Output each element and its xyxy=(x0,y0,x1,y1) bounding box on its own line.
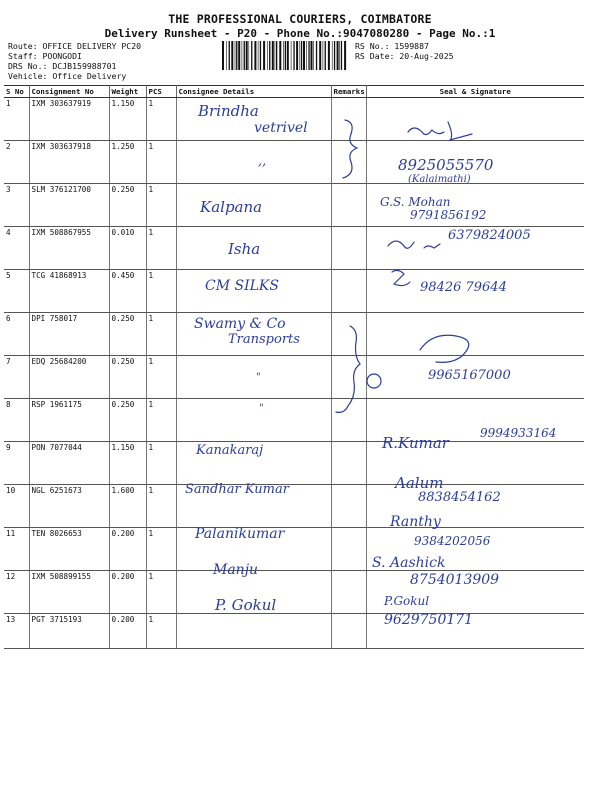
meta-right xyxy=(355,41,454,61)
cell-weight: 1.250 xyxy=(109,141,146,184)
cell-weight: 0.200 xyxy=(109,614,146,649)
hw-phone-5: 98426 79644 xyxy=(420,280,507,295)
barcode-bar xyxy=(251,41,252,70)
cell-pcs: 1 xyxy=(146,270,176,313)
barcode-bar xyxy=(258,41,259,70)
barcode-bar xyxy=(229,41,230,70)
hw-name-transports: Transports xyxy=(228,332,300,347)
hw-name-palanikumar: Palanikumar xyxy=(195,526,285,542)
cell-remarks xyxy=(331,442,366,485)
cell-consignment: RSP 1961175 xyxy=(29,399,109,442)
col-pcs: PCS xyxy=(146,86,176,98)
rs-date: RS Date: 20-Aug-2025 xyxy=(355,51,454,61)
hw-phone-11: 9384202056 xyxy=(414,534,491,548)
cell-sno: 5 xyxy=(4,270,29,313)
cell-sno: 11 xyxy=(4,528,29,571)
barcode-bar xyxy=(236,41,237,70)
table-row xyxy=(4,528,584,571)
barcode-bar xyxy=(242,41,243,70)
hw-sig-aashick: S. Aashick xyxy=(372,555,446,571)
col-seal-signature: Seal & Signature xyxy=(366,86,584,98)
cell-weight: 0.250 xyxy=(109,356,146,399)
col-remarks: Remarks xyxy=(331,86,366,98)
table-header xyxy=(4,86,584,98)
company-title: THE PROFESSIONAL COURIERS, COIMBATORE xyxy=(168,12,432,26)
barcode-bar xyxy=(287,41,289,70)
barcode-bar xyxy=(235,41,236,70)
hw-sig-aalum: Aalum xyxy=(395,474,444,492)
cell-sno: 3 xyxy=(4,184,29,227)
cell-weight: 0.250 xyxy=(109,313,146,356)
cell-consignment: PON 7077044 xyxy=(29,442,109,485)
hw-phone-12: 8754013909 xyxy=(410,572,500,588)
barcode-bar xyxy=(222,41,224,70)
cell-remarks xyxy=(331,141,366,184)
barcode-bar xyxy=(254,41,256,70)
cell-consignment: TEN 8026653 xyxy=(29,528,109,571)
cell-consignment: PGT 3715193 xyxy=(29,614,109,649)
barcode-bar xyxy=(339,41,340,70)
hw-name-ditto-7: " xyxy=(256,372,261,383)
barcode-bar xyxy=(311,41,313,70)
barcode-bar xyxy=(328,41,330,70)
hw-name-kalpana: Kalpana xyxy=(200,198,263,216)
barcode-bar xyxy=(263,41,265,70)
cell-weight: 0.200 xyxy=(109,571,146,614)
barcode-bar xyxy=(226,41,227,70)
barcode-bar xyxy=(276,41,277,70)
cell-signature xyxy=(366,98,584,141)
cell-sno: 9 xyxy=(4,442,29,485)
cell-consignee xyxy=(176,356,331,399)
meta-left xyxy=(8,41,141,81)
col-sno: S No xyxy=(4,86,29,98)
cell-consignment: IXM 508867955 xyxy=(29,227,109,270)
cell-consignee xyxy=(176,141,331,184)
barcode-bar xyxy=(269,41,270,70)
hw-name-p-gokul: P. Gokul xyxy=(215,596,277,614)
hw-phone-7: 9965167000 xyxy=(428,368,511,383)
cell-consignee xyxy=(176,614,331,649)
cell-pcs: 1 xyxy=(146,356,176,399)
cell-consignment: IXM 303637918 xyxy=(29,141,109,184)
cell-remarks xyxy=(331,184,366,227)
barcode-bar xyxy=(313,41,314,70)
barcode xyxy=(222,41,348,70)
cell-sno: 2 xyxy=(4,141,29,184)
cell-pcs: 1 xyxy=(146,614,176,649)
hw-sig-kalaimathi: (Kalaimathi) xyxy=(408,174,471,185)
cell-consignment: TCG 41868913 xyxy=(29,270,109,313)
table-row xyxy=(4,442,584,485)
hw-name-vetrivel: vetrivel xyxy=(254,120,308,136)
cell-consignment: IXM 508899155 xyxy=(29,571,109,614)
barcode-bar xyxy=(325,41,326,70)
cell-sno: 10 xyxy=(4,485,29,528)
cell-pcs: 1 xyxy=(146,184,176,227)
hw-sig-ranthy: Ranthy xyxy=(390,514,441,530)
cell-consignment: NGL 6251673 xyxy=(29,485,109,528)
cell-consignment: DPI 758017 xyxy=(29,313,109,356)
hw-sig-pgokul: P.Gokul xyxy=(384,594,430,608)
hw-name-brindha: Brindha xyxy=(198,102,259,120)
barcode-bar xyxy=(285,41,286,70)
cell-sno: 4 xyxy=(4,227,29,270)
cell-consignment: EDQ 25684200 xyxy=(29,356,109,399)
barcode-bar xyxy=(279,41,281,70)
col-consignment: Consignment No xyxy=(29,86,109,98)
route-label: Route: OFFICE DELIVERY PC20 xyxy=(8,41,142,51)
cell-weight: 0.250 xyxy=(109,399,146,442)
hw-name-isha: Isha xyxy=(228,240,261,258)
hw-phone-1: 8925055570 xyxy=(398,156,494,174)
barcode-bar xyxy=(308,41,309,70)
cell-sno: 1 xyxy=(4,98,29,141)
barcode-bar xyxy=(246,41,248,70)
barcode-bar xyxy=(316,41,317,70)
barcode-bar xyxy=(293,41,294,70)
barcode-bar xyxy=(275,41,276,70)
hw-phone-9: 9994933164 xyxy=(480,426,557,440)
cell-pcs: 1 xyxy=(146,485,176,528)
hw-name-swamy: Swamy & Co xyxy=(194,316,286,332)
cell-pcs: 1 xyxy=(146,528,176,571)
cell-remarks xyxy=(331,614,366,649)
cell-weight: 0.450 xyxy=(109,270,146,313)
cell-consignee xyxy=(176,399,331,442)
cell-weight: 0.200 xyxy=(109,528,146,571)
hw-name-manju: Manju xyxy=(213,562,259,578)
table-row xyxy=(4,614,584,649)
cell-remarks xyxy=(331,313,366,356)
barcode-bar xyxy=(267,41,268,70)
barcode-bar xyxy=(272,41,274,70)
cell-remarks xyxy=(331,399,366,442)
barcode-bar xyxy=(306,41,307,70)
hw-phone-3: 9791856192 xyxy=(410,208,487,222)
drs-label: DRS No.: DCJB159988701 xyxy=(8,61,117,71)
vehicle-label: Vehicle: Office Delivery xyxy=(8,71,127,81)
cell-pcs: 1 xyxy=(146,571,176,614)
staff-label: Staff: POONGODI xyxy=(8,51,82,61)
barcode-bar xyxy=(341,41,342,70)
cell-remarks xyxy=(331,98,366,141)
col-consignee: Consignee Details xyxy=(176,86,331,98)
cell-remarks xyxy=(331,485,366,528)
cell-remarks xyxy=(331,571,366,614)
cell-consignment: SLM 376121700 xyxy=(29,184,109,227)
barcode-bar xyxy=(231,41,233,70)
cell-pcs: 1 xyxy=(146,141,176,184)
col-weight: Weight xyxy=(109,86,146,98)
cell-remarks xyxy=(331,356,366,399)
barcode-bar xyxy=(296,41,298,70)
cell-sno: 12 xyxy=(4,571,29,614)
barcode-bar xyxy=(337,41,339,70)
cell-weight: 1.150 xyxy=(109,98,146,141)
barcode-bar xyxy=(283,41,284,70)
hw-phone-13: 9629750171 xyxy=(384,612,474,628)
barcode-bar xyxy=(319,41,321,70)
cell-pcs: 1 xyxy=(146,227,176,270)
barcode-bar xyxy=(323,41,324,70)
barcode-bar xyxy=(291,41,292,70)
cell-sno: 6 xyxy=(4,313,29,356)
hw-name-ditto-2: ,, xyxy=(258,154,267,169)
barcode-bar xyxy=(300,41,301,70)
barcode-bar xyxy=(301,41,302,70)
hw-name-kanakaraj: Kanakaraj xyxy=(196,443,264,458)
table-row xyxy=(4,141,584,184)
hw-name-sandhar-kumar: Sandhar Kumar xyxy=(185,482,289,497)
cell-sno: 13 xyxy=(4,614,29,649)
barcode-bar xyxy=(344,41,346,70)
cell-pcs: 1 xyxy=(146,442,176,485)
cell-pcs: 1 xyxy=(146,98,176,141)
barcode-bar xyxy=(303,41,305,70)
barcode-bar xyxy=(238,41,240,70)
barcode-bar xyxy=(260,41,261,70)
hw-phone-10: 8838454162 xyxy=(418,490,501,505)
runsheet-subtitle: Delivery Runsheet - P20 - Phone No.:9047080280 - Page No.:1 xyxy=(104,27,496,40)
cell-pcs: 1 xyxy=(146,313,176,356)
barcode-bar xyxy=(244,41,245,70)
table-row xyxy=(4,184,584,227)
barcode-bar xyxy=(332,41,333,70)
hw-sig-mohan: G.S. Mohan xyxy=(380,195,451,209)
hw-name-cm-silks: CM SILKS xyxy=(205,278,279,294)
cell-remarks xyxy=(331,227,366,270)
cell-weight: 1.600 xyxy=(109,485,146,528)
barcode-bar xyxy=(249,41,250,70)
barcode-bar xyxy=(334,41,335,70)
cell-remarks xyxy=(331,270,366,313)
hw-sig-rkumar: R.Kumar xyxy=(382,434,449,452)
cell-sno: 7 xyxy=(4,356,29,399)
cell-pcs: 1 xyxy=(146,399,176,442)
cell-signature xyxy=(366,313,584,356)
runsheet-table xyxy=(4,85,584,649)
cell-weight: 1.150 xyxy=(109,442,146,485)
hw-name-ditto-8: " xyxy=(259,403,264,414)
rs-number: RS No.: 1599887 xyxy=(355,41,429,51)
cell-weight: 0.250 xyxy=(109,184,146,227)
hw-phone-4: 6379824005 xyxy=(448,228,531,243)
cell-remarks xyxy=(331,528,366,571)
cell-sno: 8 xyxy=(4,399,29,442)
cell-consignment: IXM 303637919 xyxy=(29,98,109,141)
cell-weight: 0.010 xyxy=(109,227,146,270)
